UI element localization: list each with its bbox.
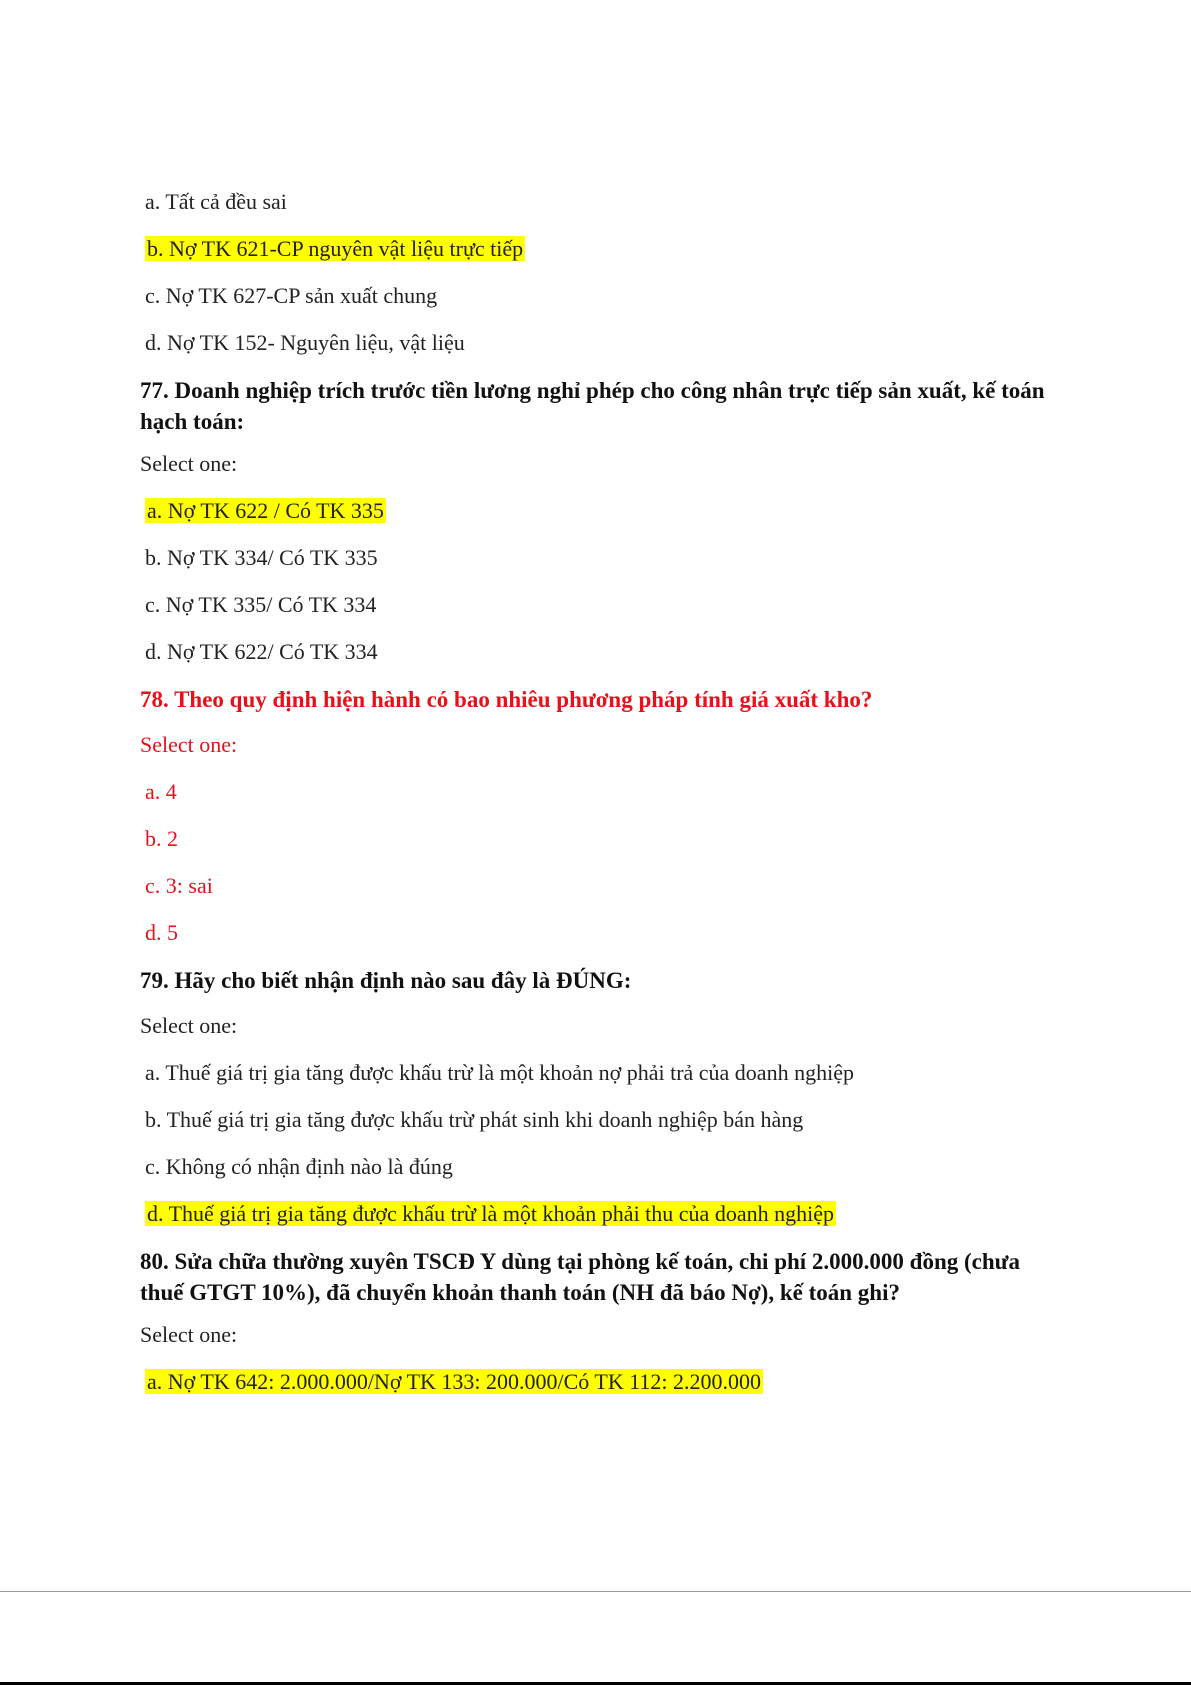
prev-question-options: [140, 187, 1060, 358]
quiz-content: [140, 187, 1060, 1414]
option-a: a. 4: [145, 779, 177, 804]
question-79: [140, 965, 1060, 1229]
question-title: 78. Theo quy định hiện hành có bao nhiêu phương pháp tính giá xuất kho?: [140, 687, 873, 712]
option-b: b. Nợ TK 334/ Có TK 335: [145, 545, 378, 570]
select-one-label: Select one:: [140, 1013, 238, 1038]
highlighted-answer: b. Nợ TK 621-CP nguyên vật liệu trực tiếp: [147, 236, 524, 261]
option-b: b. 2: [145, 826, 178, 851]
question-78: [140, 684, 1060, 948]
highlighted-answer: a. Nợ TK 622 / Có TK 335: [147, 498, 384, 523]
option-b: b. Thuế giá trị gia tăng được khấu trừ phát sinh khi doanh nghiệp bán hàng: [145, 1107, 804, 1132]
select-one-label: Select one:: [140, 732, 238, 757]
option-d: d. 5: [145, 920, 178, 945]
option-d: [140, 1199, 1060, 1229]
page-divider: [0, 1591, 1191, 1592]
option-a: [140, 496, 1060, 526]
option-a: a. Thuế giá trị gia tăng được khấu trừ là một khoản nợ phải trả của doanh nghiệp: [145, 1060, 854, 1085]
highlighted-answer: d. Thuế giá trị gia tăng được khấu trừ là một khoản phải thu của doanh nghiệp: [147, 1201, 834, 1226]
option-d: d. Nợ TK 622/ Có TK 334: [145, 639, 378, 664]
option-a: a. Tất cả đều sai: [145, 189, 287, 214]
option-c: c. Không có nhận định nào là đúng: [145, 1154, 453, 1179]
option-d: d. Nợ TK 152- Nguyên liệu, vật liệu: [145, 330, 465, 355]
select-one-label: Select one:: [140, 451, 238, 476]
option-c: c. Nợ TK 335/ Có TK 334: [145, 592, 377, 617]
question-title: 77. Doanh nghiệp trích trước tiền lương nghỉ phép cho công nhân trực tiếp sản xuất, kế toán hạch toán:: [140, 378, 1045, 434]
question-77: [140, 375, 1060, 667]
highlighted-answer: a. Nợ TK 642: 2.000.000/Nợ TK 133: 200.000/Có TK 112: 2.200.000: [147, 1369, 762, 1394]
option-c: c. 3: sai: [145, 873, 213, 898]
question-title: 79. Hãy cho biết nhận định nào sau đây là ĐÚNG:: [140, 968, 632, 993]
option-a: [140, 1367, 1060, 1397]
option-c: c. Nợ TK 627-CP sản xuất chung: [145, 283, 438, 308]
question-80: [140, 1246, 1060, 1397]
option-b: [140, 234, 1060, 264]
select-one-label: Select one:: [140, 1322, 238, 1347]
question-title: 80. Sửa chữa thường xuyên TSCĐ Y dùng tại phòng kế toán, chi phí 2.000.000 đồng (chưa thuế GTGT 10%), đã chuyển khoản thanh toán (NH đã báo Nợ), kế toán ghi?: [140, 1249, 1020, 1305]
